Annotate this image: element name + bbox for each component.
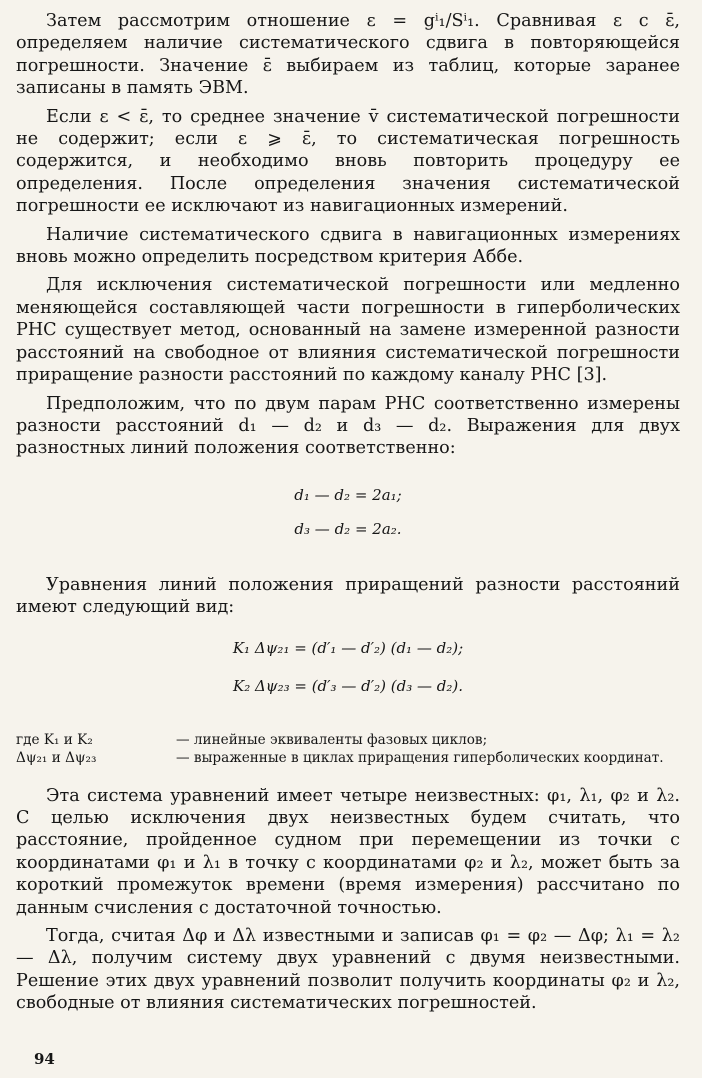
- paragraph-solution: Тогда, считая Δφ и Δλ известными и записав φ₁ = φ₂ — Δφ; λ₁ = λ₂ — Δλ, получим систему двух уравнений с двумя неизвестными. Решение этих двух уравнений позволит получить координаты φ₂ и λ₂, свободные от влияния систематических погрешностей.: [16, 925, 680, 1014]
- formula-k1: K₁ Δψ₂₁ = (d′₁ — d′₂) (d₁ — d₂);: [232, 638, 464, 657]
- formula-d1-d2: d₁ — d₂ = 2a₁;: [294, 485, 402, 504]
- paragraph-epsilon: Затем рассмотрим отношение ε = gⁱ₁/Sⁱ₁. Сравнивая ε с ε̄, определяем наличие систематического сдвига в повторяющейся погрешности. Значение ε̄ выбираем из таблиц, которые заранее записаны в память ЭВМ.: [16, 11, 680, 99]
- glossary-term: Δψ₂₁ и Δψ₂₃: [16, 749, 97, 766]
- paragraph-equations-intro: Уравнения линий положения приращений разности расстояний имеют следующий вид:: [16, 574, 680, 618]
- glossary: [16, 731, 680, 767]
- paragraph-method: Для исключения систематической погрешности или медленно меняющейся составляющей части погрешности в гиперболических РНС существует метод, основанный на замене измеренной разности расстояний на свободное от влияния систематической погрешности приращение разности расстояний по каждому каналу РНС [3].: [16, 275, 680, 386]
- glossary-text: — выраженные в циклах приращения гиперболических координат.: [176, 749, 664, 766]
- glossary-term: где K₁ и K₂: [16, 731, 93, 748]
- formula-k2: K₂ Δψ₂₃ = (d′₃ — d′₂) (d₃ — d₂).: [232, 676, 463, 695]
- formula-d3-d2: d₃ — d₂ = 2a₂.: [294, 519, 402, 538]
- glossary-row: [16, 731, 680, 749]
- paragraph-condition: Если ε < ε̄, то среднее значение v̄ систематической погрешности не содержит; если ε ⩾ ε̄, то систематическая погрешность содержится, и необходимо вновь повторить процедуру ее определения. После определения значения систематической погрешности ее исключают из навигационных измерений.: [16, 106, 680, 217]
- glossary-text: — линейные эквиваленты фазовых циклов;: [176, 731, 488, 748]
- paragraph-abbe: Наличие систематического сдвига в навигационных измерениях вновь можно определить посредством критерия Аббе.: [16, 224, 680, 268]
- glossary-row: [16, 749, 680, 767]
- page-number: 94: [34, 1050, 55, 1068]
- paragraph-unknowns: Эта система уравнений имеет четыре неизвестных: φ₁, λ₁, φ₂ и λ₂. С целью исключения двух неизвестных будем считать, что расстояние, пройденное судном при перемещении из точки с координатами φ₁ и λ₁ в точку с координатами φ₂ и λ₂, может быть за короткий промежуток времени (время измерения) рассчитано по данным счисления с достаточной точностью.: [16, 785, 680, 918]
- paragraph-assumption: Предположим, что по двум парам РНС соответственно измерены разности расстояний d₁ — d₂ и d₃ — d₂. Выражения для двух разностных линий положения соответственно:: [16, 393, 680, 459]
